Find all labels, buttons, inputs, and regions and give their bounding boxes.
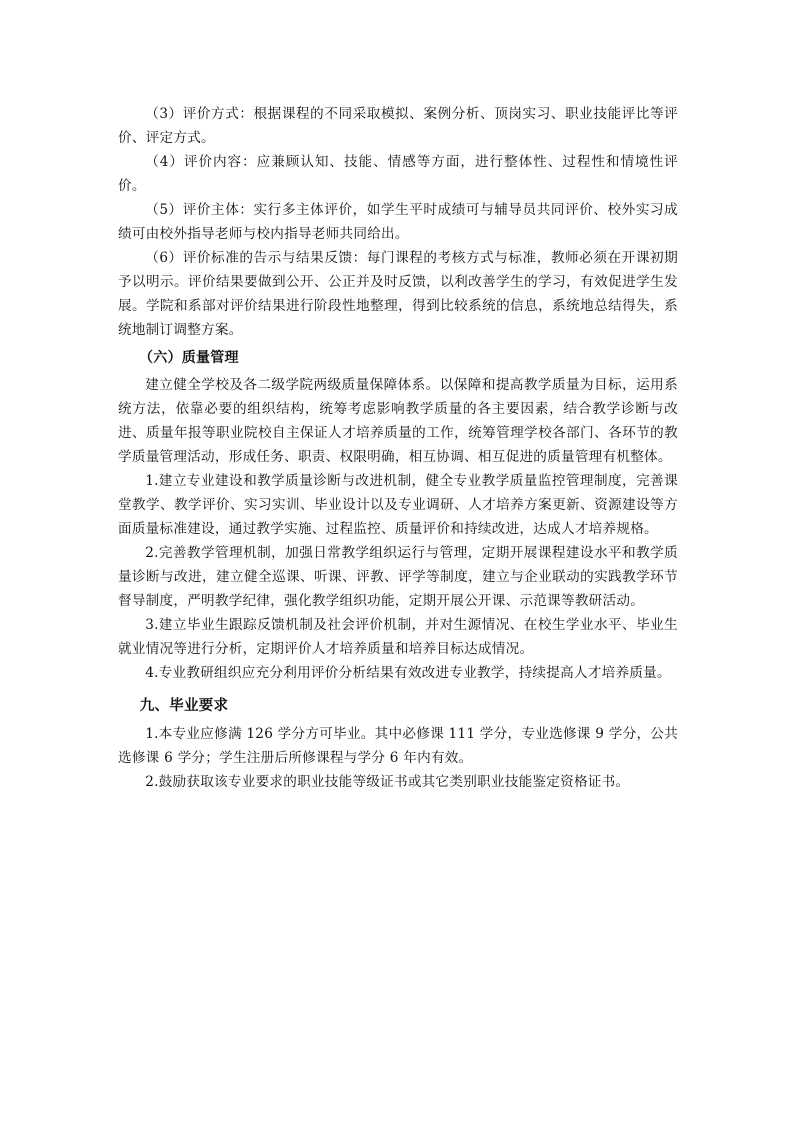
graduation-item-2: 2.鼓励获取该专业要求的职业技能等级证书或其它类别职业技能鉴定资格证书。 bbox=[145, 774, 630, 790]
quality-item-2: 2.完善教学管理机制，加强日常教学组织运行与管理，定期开展课程建设水平和教学质量诊断与改进，建立健全巡课、听课、评教、评学等制度，建立与企业联动的实践教学环节督导制度，严明教学纪律，强化教学组织功能，定期开展公开课、示范课等教研活动。 bbox=[118, 545, 678, 609]
evaluation-standard-paragraph: （6）评价标准的告示与结果反馈：每门课程的考核方式与标准，教师必须在开课初期予以明示。评价结果要做到公开、公正并及时反馈，以利改善学生的学习，有效促进学生发展。学院和系部对评价结果进行阶段性地整理，得到比较系统的信息，系统地总结得失，系统地制订调整方案。 bbox=[118, 250, 678, 338]
document-body bbox=[118, 102, 678, 794]
evaluation-subject-paragraph: （5）评价主体：实行多主体评价，如学生平时成绩可与辅导员共同评价、校外实习成绩可由校外指导老师与校内指导老师共同给出。 bbox=[118, 202, 678, 242]
quality-management-heading: （六）质量管理 bbox=[139, 350, 239, 366]
quality-item-3: 3.建立毕业生跟踪反馈机制及社会评价机制，并对生源情况、在校生学业水平、毕业生就业情况等进行分析，定期评价人才培养质量和培养目标达成情况。 bbox=[118, 617, 678, 657]
evaluation-content-paragraph: （4）评价内容：应兼顾认知、技能、情感等方面，进行整体性、过程性和情境性评价。 bbox=[118, 154, 678, 194]
graduation-requirements-heading: 九、毕业要求 bbox=[139, 698, 229, 714]
evaluation-method-paragraph: （3）评价方式：根据课程的不同采取模拟、案例分析、顶岗实习、职业技能评比等评价、评定方式。 bbox=[118, 106, 678, 146]
quality-item-1: 1.建立专业建设和教学质量诊断与改进机制，健全专业教学质量监控管理制度，完善课堂教学、教学评价、实习实训、毕业设计以及专业调研、人才培养方案更新、资源建设等方面质量标准建设，通过教学实施、过程监控、质量评价和持续改进，达成人才培养规格。 bbox=[118, 473, 678, 537]
graduation-item-1: 1.本专业应修满 126 学分方可毕业。其中必修课 111 学分，专业选修课 9 学分，公共选修课 6 学分；学生注册后所修课程与学分 6 年内有效。 bbox=[118, 726, 678, 766]
quality-intro-paragraph: 建立健全学校及各二级学院两级质量保障体系。以保障和提高教学质量为目标，运用系统方法，依靠必要的组织结构，统筹考虑影响教学质量的各主要因素，结合教学诊断与改进、质量年报等职业院校自主保证人才培养质量的工作，统筹管理学校各部门、各环节的教学质量管理活动，形成任务、职责、权限明确，相互协调、相互促进的质量管理有机整体。 bbox=[118, 377, 678, 465]
quality-item-4: 4.专业教研组织应充分利用评价分析结果有效改进专业教学，持续提高人才培养质量。 bbox=[145, 665, 671, 681]
